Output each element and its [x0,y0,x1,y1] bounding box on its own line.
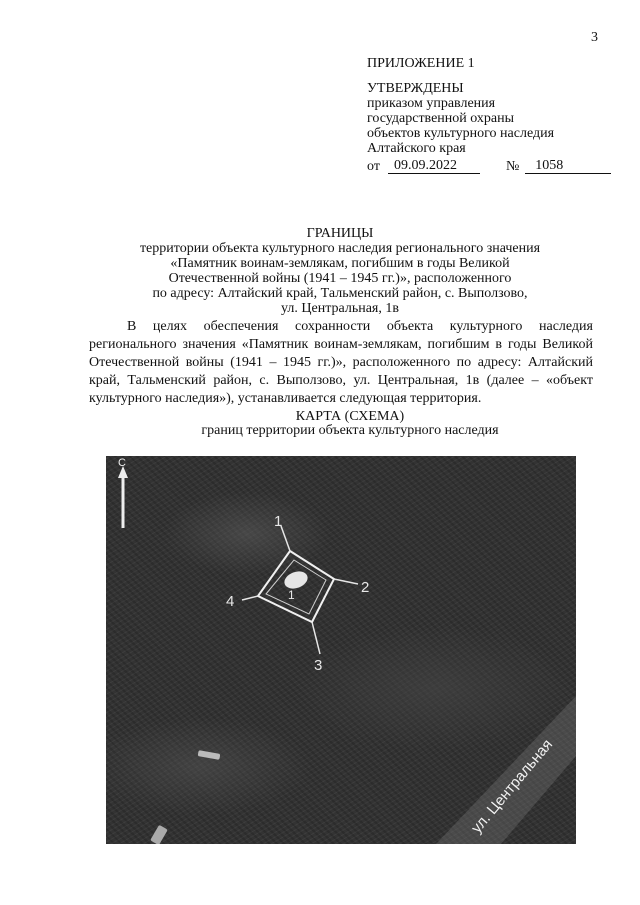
heading-line: территории объекта культурного наследия регионального значения [139,241,541,256]
north-label: С [118,457,126,469]
leader-line [312,622,320,654]
monument-icon [282,568,310,591]
light-spot [198,750,221,760]
heading-title: ГРАНИЦЫ [306,226,374,241]
page-number: 3 [591,30,598,45]
date-number-row [367,158,617,174]
heading-line: «Памятник воинам-землякам, погибшим в годы Великой [170,256,510,271]
leader-line [334,579,358,584]
map-overlay [106,456,576,844]
boundary-map [106,456,576,844]
heading-line: по адресу: Алтайский край, Тальменский район, с. Выползово, [152,286,528,301]
heading-line: Отечественной войны (1941 – 1945 гг.)», расположенного [168,271,512,286]
map-heading [100,410,600,438]
approval-line: приказом управления [367,96,496,111]
order-number: 1058 [525,158,611,174]
appendix-label: ПРИЛОЖЕНИЕ 1 [367,56,475,71]
map-title: КАРТА (СХЕМА) [295,409,405,424]
document-heading [80,226,600,316]
point-label-1: 1 [274,513,283,530]
point-label-3: 3 [314,657,323,674]
number-prefix: № [505,159,520,174]
light-spot [150,825,168,844]
date-prefix: от [367,159,380,174]
body-paragraph: В целях обеспечения сохранности объекта культурного наследия регионального значения «Памятник воинам-землякам, погибшим в годы Великой Отечественной войны (1941 – 1945 гг.)», расположенного по адресу: Алтайский край, Тальменский район, с. Выползово, ул. Центральная, 1в (далее – «объект культурного наследия»), устанавливается следующая территория. [89,319,593,406]
point-label-2: 2 [361,579,370,596]
map-subtitle: границ территории объекта культурного наследия [201,423,499,438]
approval-block [367,56,617,174]
leader-line [242,596,258,600]
approval-line: Алтайского края [367,141,466,156]
object-label: 1 [288,588,295,602]
order-date: 09.09.2022 [388,158,480,174]
point-label-4: 4 [226,593,235,610]
north-arrow-icon [118,466,128,528]
leader-line [281,526,290,551]
road-area [436,696,576,844]
street-label: ул. Центральная [468,736,557,837]
approved-label: УТВЕРЖДЕНЫ [367,81,464,96]
heading-line: ул. Центральная, 1в [281,301,399,316]
approval-line: объектов культурного наследия [367,126,555,141]
approval-line: государственной охраны [367,111,515,126]
